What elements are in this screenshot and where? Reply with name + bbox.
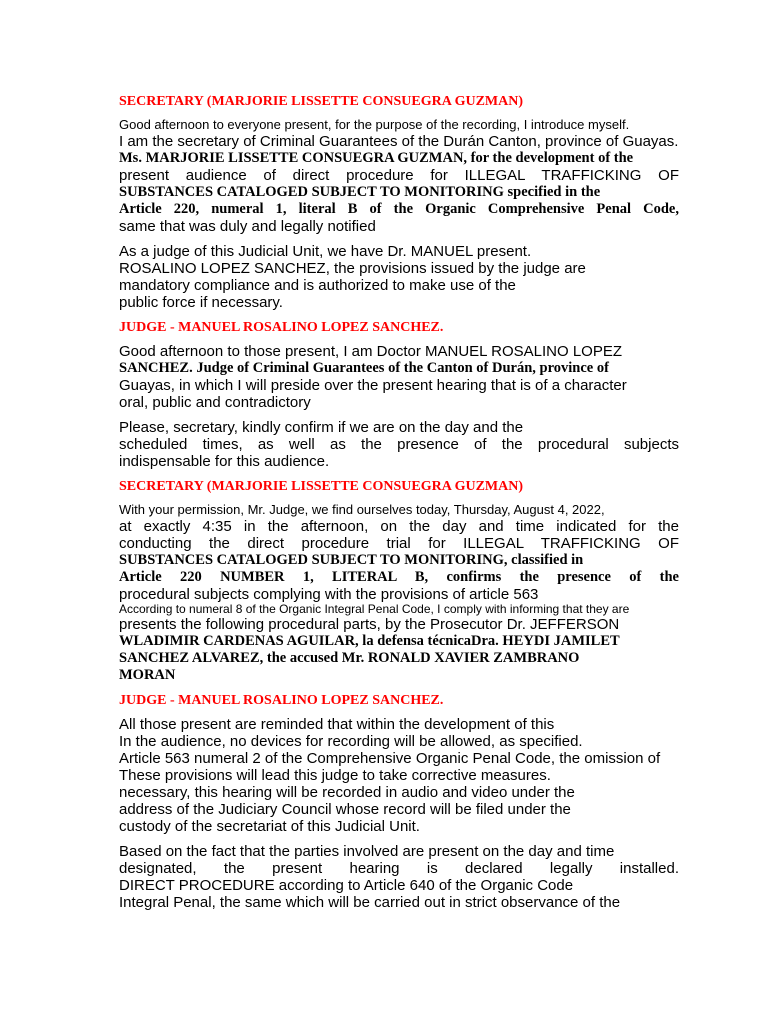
paragraph [119,243,679,311]
text-line: scheduled times, as well as the presence of the procedural subjects [119,436,679,453]
text-line: Guayas, in which I will preside over the present hearing that is of a character [119,377,627,394]
text-line: oral, public and contradictory [119,394,311,411]
paragraph [119,117,679,235]
text-line: presents the following procedural parts, by the Prosecutor Dr. JEFFERSON [119,616,620,633]
text-line: As a judge of this Judicial Unit, we have Dr. MANUEL present. [119,243,532,260]
text-line: DIRECT PROCEDURE according to Article 640 of the Organic Code [119,877,574,894]
speaker-heading: JUDGE - MANUEL ROSALINO LOPEZ SANCHEZ. [119,693,444,708]
text-line: These provisions will lead this judge to take corrective measures. [119,767,551,784]
text-line: SUBSTANCES CATALOGED SUBJECT TO MONITORING, classified in [119,552,584,568]
text-line: WLADIMIR CARDENAS AGUILAR, la defensa técnicaDra. HEYDI JAMILET [119,633,620,649]
text-line: MORAN [119,667,176,683]
paragraph [119,502,679,684]
text-line: Please, secretary, kindly confirm if we are on the day and the [119,419,524,436]
text-line: necessary, this hearing will be recorded in audio and video under the [119,784,575,801]
paragraph [119,419,679,470]
text-line: SANCHEZ. Judge of Criminal Guarantees of the Canton of Durán, province of [119,360,609,376]
text-line: SUBSTANCES CATALOGED SUBJECT TO MONITORING specified in the [119,184,601,200]
text-line: With your permission, Mr. Judge, we find ourselves today, Thursday, August 4, 2022, [119,502,605,517]
text-line: I am the secretary of Criminal Guarantees of the Durán Canton, province of Guayas. [119,133,679,150]
paragraph [119,343,679,411]
text-line: address of the Judiciary Council whose record will be filed under the [119,801,571,818]
text-line: Integral Penal, the same which will be carried out in strict observance of the [119,894,621,911]
speaker-heading: SECRETARY (MARJORIE LISSETTE CONSUEGRA GUZMAN) [119,479,524,494]
paragraph [119,843,679,911]
text-line: procedural subjects complying with the provisions of article 563 [119,586,539,603]
text-line: According to numeral 8 of the Organic Integral Penal Code, I comply with informing that they are [119,602,630,616]
text-line: public force if necessary. [119,294,283,311]
text-line: at exactly 4:35 in the afternoon, on the day and time indicated for the [119,518,679,535]
text-line: Article 563 numeral 2 of the Comprehensive Organic Penal Code, the omission of [119,750,661,767]
text-line: In the audience, no devices for recording will be allowed, as specified. [119,733,583,750]
text-line: All those present are reminded that within the development of this [119,716,555,733]
document-page [119,93,679,911]
text-line: SANCHEZ ALVAREZ, the accused Mr. RONALD XAVIER ZAMBRANO [119,650,580,666]
text-line: Based on the fact that the parties involved are present on the day and time [119,843,615,860]
speaker-heading: JUDGE - MANUEL ROSALINO LOPEZ SANCHEZ. [119,320,444,335]
text-line: custody of the secretariat of this Judicial Unit. [119,818,420,835]
text-line: Article 220 NUMBER 1, LITERAL B, confirms the presence of the [119,569,679,585]
text-line: same that was duly and legally notified [119,218,376,235]
text-line: Article 220, numeral 1, literal B of the Organic Comprehensive Penal Code, [119,201,679,217]
text-line: ROSALINO LOPEZ SANCHEZ, the provisions issued by the judge are [119,260,586,277]
text-line: conducting the direct procedure trial for ILLEGAL TRAFFICKING OF [119,535,679,552]
text-line: Ms. MARJORIE LISSETTE CONSUEGRA GUZMAN, for the development of the [119,150,634,166]
text-line: Good afternoon to those present, I am Doctor MANUEL ROSALINO LOPEZ [119,343,622,360]
speaker-heading: SECRETARY (MARJORIE LISSETTE CONSUEGRA GUZMAN) [119,94,524,109]
text-line: present audience of direct procedure for ILLEGAL TRAFFICKING OF [119,167,679,184]
text-line: designated, the present hearing is declared legally installed. [119,860,679,877]
text-line: mandatory compliance and is authorized to make use of the [119,277,516,294]
text-line: Good afternoon to everyone present, for the purpose of the recording, I introduce myself. [119,117,630,132]
text-line: indispensable for this audience. [119,453,330,470]
paragraph [119,716,679,835]
